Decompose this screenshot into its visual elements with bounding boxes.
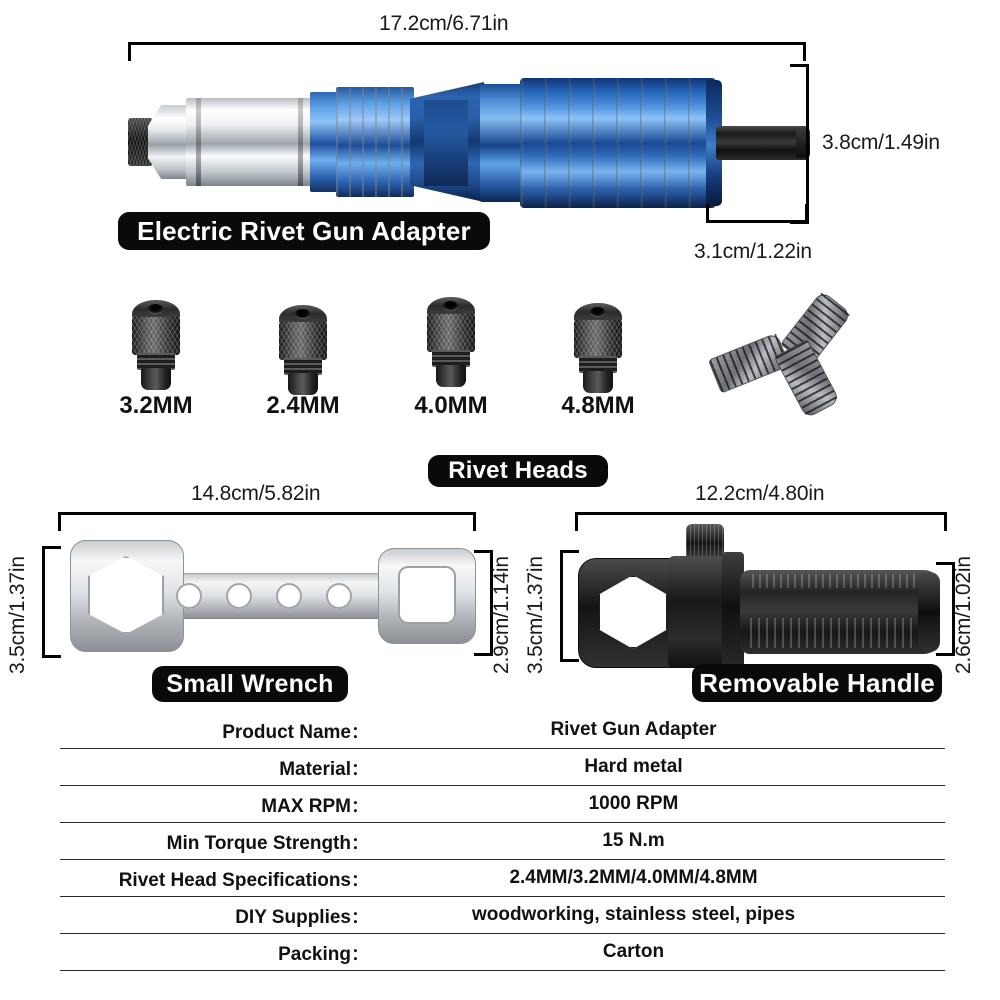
adapter-chrome-barrel: [186, 98, 316, 186]
wrench-left-height-dimension-label: 3.5cm/1.37in: [6, 556, 29, 674]
rivet-head-knurl: [279, 322, 327, 360]
spec-table-row: [60, 786, 945, 823]
rivet-jaw-piece: [774, 339, 840, 419]
spec-row-key: MAX RPM：: [261, 795, 370, 817]
spec-row-value: Hard metal: [584, 756, 683, 777]
rivet-head-knurl: [427, 314, 475, 352]
rivet-head-knurl: [132, 317, 180, 355]
rivet-head-item: [423, 297, 479, 387]
rivet-head-item: [275, 305, 331, 395]
spec-table-row: [60, 934, 945, 971]
spec-row-key: Rivet Head Specifications：: [118, 869, 370, 891]
barrel-groove: [196, 98, 201, 186]
rivet-head-stem: [141, 368, 171, 390]
adapter-title-pill: Electric Rivet Gun Adapter: [118, 212, 490, 250]
adapter-hex-face: [424, 100, 468, 186]
spec-row-value: Rivet Gun Adapter: [550, 719, 717, 740]
wrench-left-height-bracket: [42, 546, 61, 658]
handle-clamp-screw-icon: [686, 524, 724, 558]
adapter-ribbed-sleeve: [336, 87, 414, 197]
jaw-teeth: [775, 341, 839, 418]
spec-table-row: [60, 749, 945, 786]
wrench-right-height-dimension-label: 2.9cm/1.14in: [490, 556, 513, 674]
barrel-groove: [298, 98, 303, 186]
spec-row-key: Packing：: [278, 943, 370, 965]
spec-row-value: 2.4MM/3.2MM/4.0MM/4.8MM: [509, 867, 758, 888]
spec-row-key: Min Torque Strength：: [166, 832, 370, 854]
adapter-length-dimension-label: 17.2cm/6.71in: [379, 12, 509, 35]
wrench-lightening-hole: [276, 583, 302, 609]
adapter-illustration: [128, 78, 808, 208]
wrench-title-pill: Small Wrench: [152, 666, 348, 702]
rivet-head-item: [128, 300, 184, 390]
spec-row-key: Product Name：: [222, 721, 370, 743]
handle-length-dimension-label: 12.2cm/4.80in: [695, 482, 825, 505]
rivet-head-hole: [443, 301, 458, 310]
rivet-head-hole: [295, 309, 310, 318]
wrench-lightening-hole: [176, 583, 202, 609]
rivet-head-size-label: 3.2MM: [119, 392, 193, 419]
rivet-head-knurl: [574, 320, 622, 358]
rivet-head-item: [570, 303, 626, 393]
wrench-lightening-hole: [226, 583, 252, 609]
spec-row-key: DIY Supplies：: [235, 906, 370, 928]
specification-table: [60, 712, 945, 971]
adapter-height-dimension-label: 3.8cm/1.49in: [822, 131, 940, 154]
spec-row-value: Carton: [602, 941, 665, 962]
spec-table-row: [60, 897, 945, 934]
rivet-head-stem: [583, 371, 613, 393]
rivet-head-hole: [590, 307, 605, 316]
rivet-head-size-label: 4.8MM: [561, 392, 635, 419]
handle-grip: [740, 570, 940, 654]
adapter-length-bracket: [128, 42, 806, 61]
wrench-length-bracket: [58, 512, 476, 531]
handle-left-height-dimension-label: 3.5cm/1.37in: [524, 556, 547, 674]
wrench-length-dimension-label: 14.8cm/5.82in: [191, 482, 321, 505]
spec-table-row: [60, 823, 945, 860]
handle-left-height-bracket: [560, 550, 579, 662]
wrench-lightening-hole: [326, 583, 352, 609]
wrench-square-opening: [398, 566, 456, 624]
handle-right-height-dimension-label: 2.6cm/1.02in: [952, 556, 975, 674]
adapter-main-body: [520, 78, 716, 208]
rivet-heads-title-pill: Rivet Heads: [428, 455, 608, 487]
adapter-shank-bracket: [706, 204, 808, 223]
adapter-blue-nut: [480, 84, 524, 202]
rivet-head-hole: [148, 304, 163, 313]
rivet-head-size-label: 2.4MM: [266, 392, 340, 419]
spec-row-value: 1000 RPM: [588, 793, 679, 814]
adapter-height-bracket: [790, 64, 809, 224]
rivet-head-size-label: 4.0MM: [414, 392, 488, 419]
rivet-head-stem: [436, 365, 466, 387]
spec-table-row: [60, 712, 945, 749]
handle-neck: [668, 556, 730, 668]
adapter-shank-dimension-label: 3.1cm/1.22in: [694, 240, 812, 263]
spec-row-key: Material：: [279, 758, 370, 780]
spec-row-value: woodworking, stainless steel, pipes: [471, 904, 796, 925]
handle-title-pill: Removable Handle: [692, 664, 942, 702]
spec-table-row: [60, 860, 945, 897]
handle-length-bracket: [575, 512, 947, 531]
grip-ribs-top: [752, 574, 916, 588]
spec-row-value: 15 N.m: [602, 830, 665, 851]
grip-ribs-bottom: [750, 618, 914, 648]
